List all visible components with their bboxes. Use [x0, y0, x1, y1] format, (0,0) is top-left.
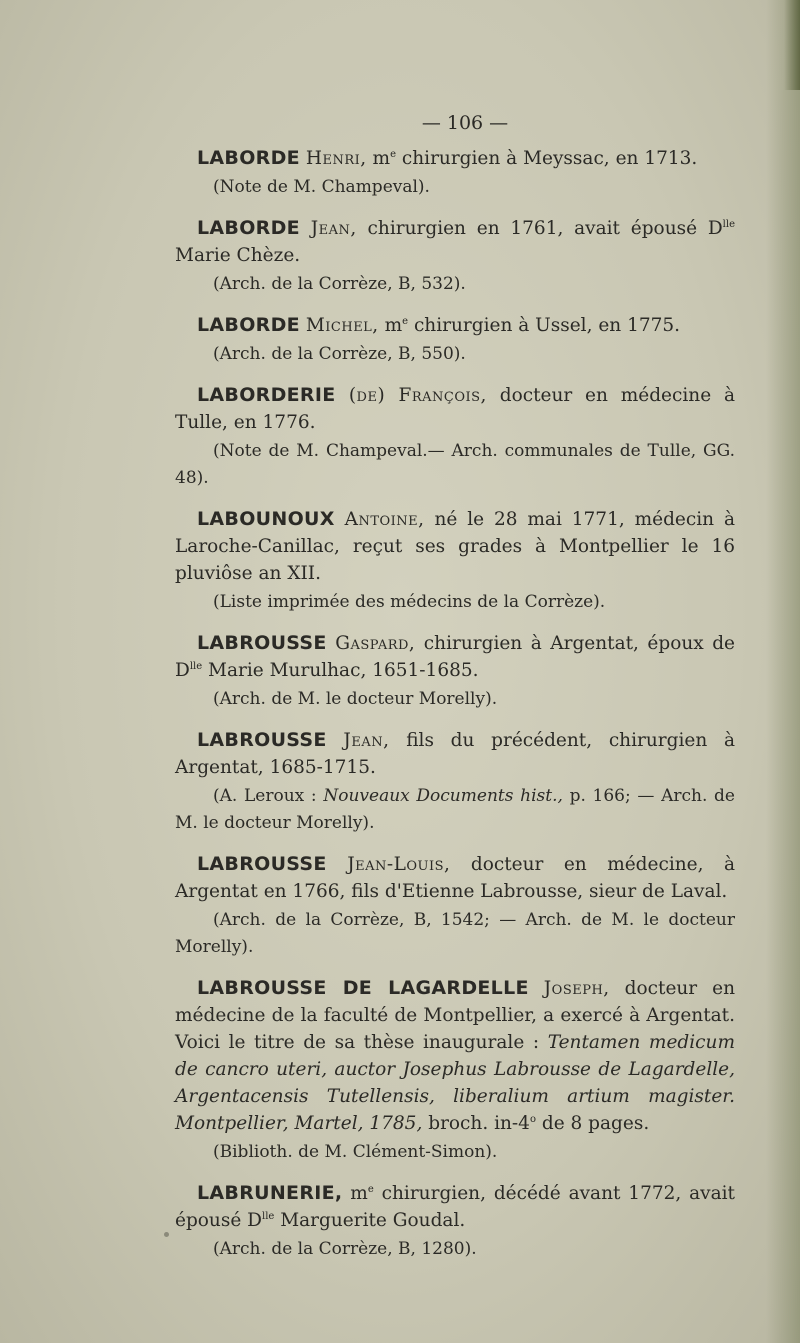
- entry-text: chirurgien à Meyssac, en 1713.: [396, 148, 698, 169]
- entry-laborde-michel: [175, 312, 735, 368]
- entry-reference: (Biblioth. de M. Clément-Simon).: [213, 1142, 498, 1162]
- entry-surname: LABORDERIE: [197, 384, 336, 406]
- entry-surname: LABOUNOUX: [197, 508, 335, 530]
- entry-superscript: e: [402, 315, 409, 327]
- entry-given-name: Jean,: [343, 730, 390, 751]
- entry-reference: (Note de M. Champeval).: [213, 177, 430, 197]
- entry-surname: LABORDE: [197, 314, 300, 336]
- entry-text: docteur en médecine, à Argentat en 1766, fils d'Etienne Labrousse, sieur de Laval.: [175, 854, 736, 902]
- entry-superscript: lle: [189, 660, 203, 672]
- entry-text: chirurgien en 1761, avait épousé D: [356, 218, 723, 239]
- entry-labrousse-gaspard: [175, 630, 735, 713]
- entry-given-name: Jean,: [310, 218, 357, 239]
- entry-heading: [175, 851, 735, 905]
- entry-labounoux-antoine: [175, 506, 735, 616]
- entry-reference: (Note de M. Champeval.— Arch. communales de Tulle, GG. 48).: [175, 441, 735, 488]
- entry-labrousse-jean-louis: [175, 851, 735, 961]
- entry-heading: [175, 215, 735, 269]
- entry-text: fils du précédent, chirurgien à Argentat, 1685-1715.: [175, 730, 735, 778]
- entry-heading: [175, 630, 735, 684]
- entry-reference: (Liste imprimée des médecins de la Corrèze).: [213, 592, 606, 612]
- entry-laborderie-francois: [175, 382, 735, 492]
- entry-heading: [175, 145, 735, 172]
- entry-reference: (Arch. de M. le docteur Morelly).: [213, 689, 498, 709]
- entry-text: m: [366, 148, 391, 169]
- page-edge-shadow: [766, 0, 800, 1343]
- entry-given-name: Antoine,: [344, 509, 425, 530]
- entry-surname: LABRUNERIE,: [197, 1182, 343, 1204]
- entry-text: Marie Murulhac, 1651-1685.: [202, 660, 479, 681]
- entry-given-name: Joseph,: [543, 978, 610, 999]
- entry-text: de 8 pages.: [535, 1113, 650, 1134]
- entry-reference: (Arch. de la Corrèze, B, 1280).: [213, 1239, 477, 1259]
- ink-speck: [164, 1232, 169, 1237]
- entry-heading: [175, 1180, 735, 1234]
- entry-heading: [175, 312, 735, 339]
- entry-reference: (Arch. de la Corrèze, B, 550).: [213, 344, 466, 364]
- entry-text: chirurgien à Ussel, en 1775.: [408, 315, 681, 336]
- entry-laborde-jean: [175, 215, 735, 298]
- entry-reference: (Arch. de la Corrèze, B, 1542; — Arch. de M. le docteur Morelly).: [175, 910, 735, 957]
- entry-given-name: Michel,: [305, 315, 379, 336]
- entry-text: m: [378, 315, 403, 336]
- thesis-title: Tentamen medicum de cancro uteri, auctor Josephus Labrousse de Lagardelle, Argentacensis Tutellensis, liberalium artium magister. Montpellier, Martel, 1785,: [175, 1032, 735, 1134]
- entry-surname: LABORDE: [197, 217, 300, 239]
- entry-given-name: Henri,: [305, 148, 367, 169]
- page-number: — 106 —: [421, 112, 509, 134]
- entry-text: chirurgien à Argentat, époux de D: [175, 633, 735, 681]
- entry-text: Marguerite Goudal.: [274, 1210, 466, 1231]
- entry-superscript: e: [390, 148, 396, 160]
- entry-given-name: Gaspard,: [335, 633, 416, 654]
- entry-surname: LABROUSSE DE LAGARDELLE: [197, 977, 529, 999]
- reference-text: (A. Leroux :: [213, 786, 324, 806]
- entry-reference: [175, 783, 735, 837]
- entry-text: né le 28 mai 1771, médecin à Laroche-Canillac, reçut ses grades à Montpellier le 16 pluviôse an XII.: [175, 509, 735, 584]
- entry-superscript: e: [367, 1183, 374, 1195]
- reference-text: p. 166; — Arch. de M. le docteur Morelly).: [175, 786, 735, 833]
- entry-given-name: François,: [385, 385, 487, 406]
- entry-surname: LABORDE: [197, 147, 300, 169]
- entry-labrunerie: [175, 1180, 735, 1263]
- page-edge-corner-shadow: [784, 0, 800, 90]
- entry-reference: (Arch. de la Corrèze, B, 532).: [213, 274, 466, 294]
- entry-text: docteur en médecine à Tulle, en 1776.: [175, 385, 735, 433]
- entry-heading: [175, 506, 735, 587]
- entry-text: Marie Chèze.: [175, 245, 301, 266]
- entry-text: m: [342, 1183, 368, 1204]
- entry-superscript: o: [529, 1113, 536, 1125]
- entry-given-name: Jean-Louis,: [347, 854, 451, 875]
- entry-surname: LABROUSSE: [197, 632, 327, 654]
- reference-italic-title: Nouveaux Documents hist.,: [323, 786, 563, 806]
- entry-surname: LABROUSSE: [197, 729, 327, 751]
- entry-surname: LABROUSSE: [197, 853, 327, 875]
- entry-superscript: lle: [262, 1210, 275, 1222]
- entry-text: docteur en médecine de la faculté de Montpellier, a exercé à Argentat. Voici le titre de sa thèse inaugurale :: [175, 978, 735, 1053]
- page-content: [175, 110, 735, 1277]
- entry-heading: [175, 727, 735, 781]
- entry-heading: [175, 382, 735, 436]
- entry-laborde-henri: [175, 145, 735, 201]
- entry-heading: [175, 975, 735, 1137]
- entry-superscript: lle: [722, 218, 735, 230]
- entry-labrousse-de-lagardelle: [175, 975, 735, 1166]
- entry-labrousse-jean: [175, 727, 735, 837]
- entry-text: chirurgien, décédé avant 1772, avait épousé D: [175, 1183, 735, 1231]
- entry-text: broch. in-4: [422, 1113, 530, 1134]
- entry-particle: (de): [335, 385, 386, 406]
